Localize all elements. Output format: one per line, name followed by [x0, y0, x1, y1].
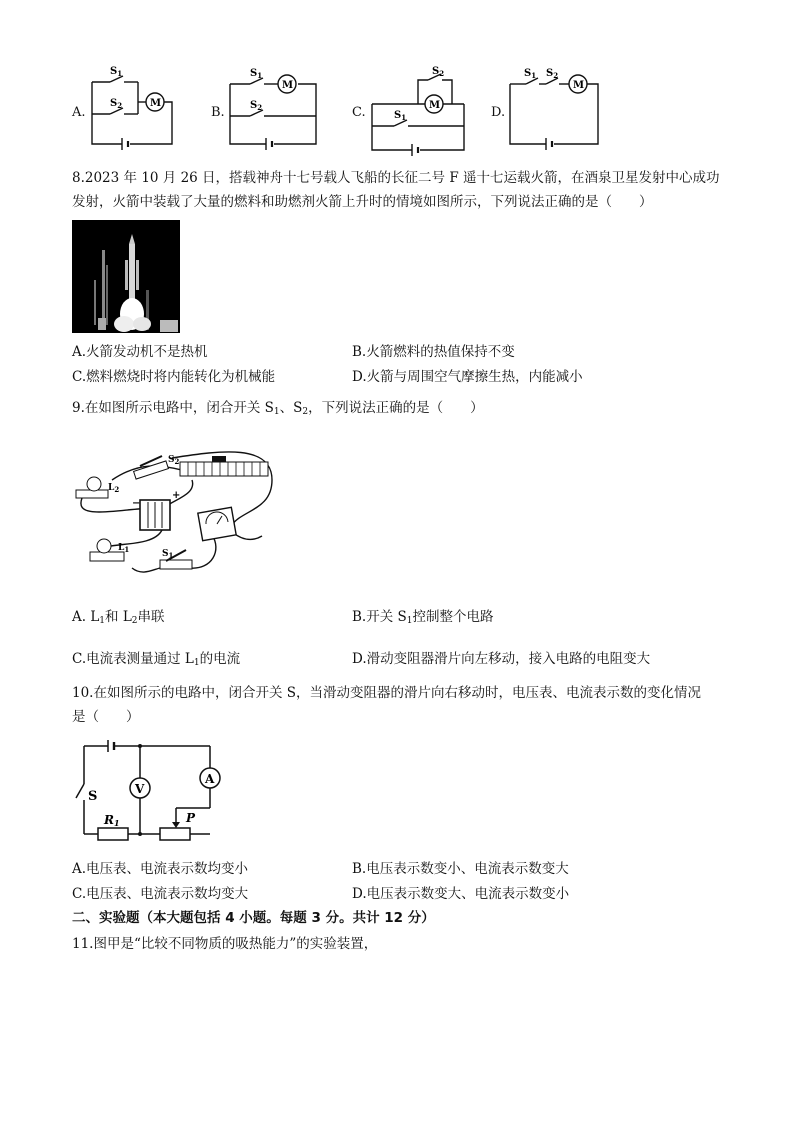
option-b-label: B. [211, 105, 225, 120]
q10-stem-line1: 10.在如图所示的电路中，闭合开关 S，当滑动变阻器的滑片向右移动时，电压表、电流表示数的变化情况 [72, 685, 702, 701]
switch-s2-label: $S_2$ [250, 100, 263, 112]
lamp-l1-label: $L_1$ [118, 543, 130, 554]
motor-label: M [429, 100, 441, 111]
circuit-diagram-c [368, 64, 468, 154]
motor-label: M [573, 80, 585, 91]
switch-s-label: S [88, 789, 98, 804]
q8-option-d: D.火箭与周围空气摩擦生热，内能减小 [352, 369, 583, 385]
switch-s1-label: $S_1$ [524, 68, 537, 80]
switch-s2-label: $S_2$ [110, 98, 123, 110]
motor-label: M [150, 98, 162, 109]
q8-stem-line1: 8.2023 年 10 月 26 日，搭载神舟十七号载人飞船的长征二号 F 遥十七运载火箭，在酒泉卫星发射中心成功 [72, 170, 720, 186]
q9-option-a: A. $L_1$和 $L_2$串联 [72, 609, 165, 626]
q9-option-b: B.开关 $S_1$控制整个电路 [352, 609, 494, 626]
q8-option-a: A.火箭发动机不是热机 [72, 344, 208, 360]
circuit-diagram-a [88, 64, 178, 154]
q10-option-a: A.电压表、电流表示数均变小 [72, 861, 249, 877]
rocket-launch-photo [72, 220, 180, 333]
q8-option-c: C.燃料燃烧时将内能转化为机械能 [72, 369, 276, 385]
switch-s1-label: $S_1$ [250, 68, 263, 80]
circuit-diagram-d [506, 64, 606, 154]
q8-option-b: B.火箭燃料的热值保持不变 [352, 344, 515, 360]
q8-stem-line2: 发射，火箭中装载了大量的燃料和助燃剂火箭上升时的情境如图所示，下列说法正确的是（ ） [72, 194, 653, 210]
resistor-r1-label: R1 [104, 813, 120, 828]
ammeter-label: A [205, 772, 215, 786]
lamp-l2-label: $L_2$ [108, 483, 120, 494]
switch-s1-label: $S_1$ [162, 549, 174, 560]
q9-circuit-photo [72, 440, 282, 580]
voltmeter-label: V [135, 782, 145, 796]
q10-option-b: B.电压表示数变小、电流表示数变大 [352, 861, 569, 877]
motor-label: M [282, 80, 294, 91]
q10-option-d: D.电压表示数变大、电流表示数变小 [352, 886, 570, 902]
battery-plus-label: + [172, 490, 181, 501]
q10-stem-line2: 是（ ） [72, 709, 140, 725]
q10-option-c: C.电压表、电流表示数均变大 [72, 886, 249, 902]
option-c-label: C. [352, 105, 366, 120]
switch-s1-label: $S_1$ [394, 110, 407, 122]
q11-stem: 11.图甲是“比较不同物质的吸热能力”的实验装置， [72, 936, 378, 952]
switch-s1-label: $S_1$ [110, 66, 123, 78]
circuit-diagram-b [226, 64, 326, 154]
slider-p-label: P [186, 811, 196, 825]
switch-s2-label: $S_2$ [432, 66, 445, 78]
option-a-label: A. [72, 105, 86, 120]
section-heading: 二、实验题（本大题包括 4 小题。每题 3 分。共计 12 分） [72, 910, 435, 926]
switch-s2-label: $S_2$ [546, 68, 559, 80]
q9-option-d: D.滑动变阻器滑片向左移动，接入电路的电阻变大 [352, 651, 651, 667]
switch-s2-label: $S_2$ [168, 455, 180, 466]
battery-minus-label: − [132, 498, 141, 509]
q10-circuit-diagram [72, 738, 232, 848]
option-d-label: D. [491, 105, 506, 120]
q9-stem: 9.在如图所示电路中，闭合开关 $S_1$、$S_2$，下列说法正确的是（ ） [72, 400, 484, 417]
q9-option-c: C.电流表测量通过 $L_1$的电流 [72, 651, 241, 668]
